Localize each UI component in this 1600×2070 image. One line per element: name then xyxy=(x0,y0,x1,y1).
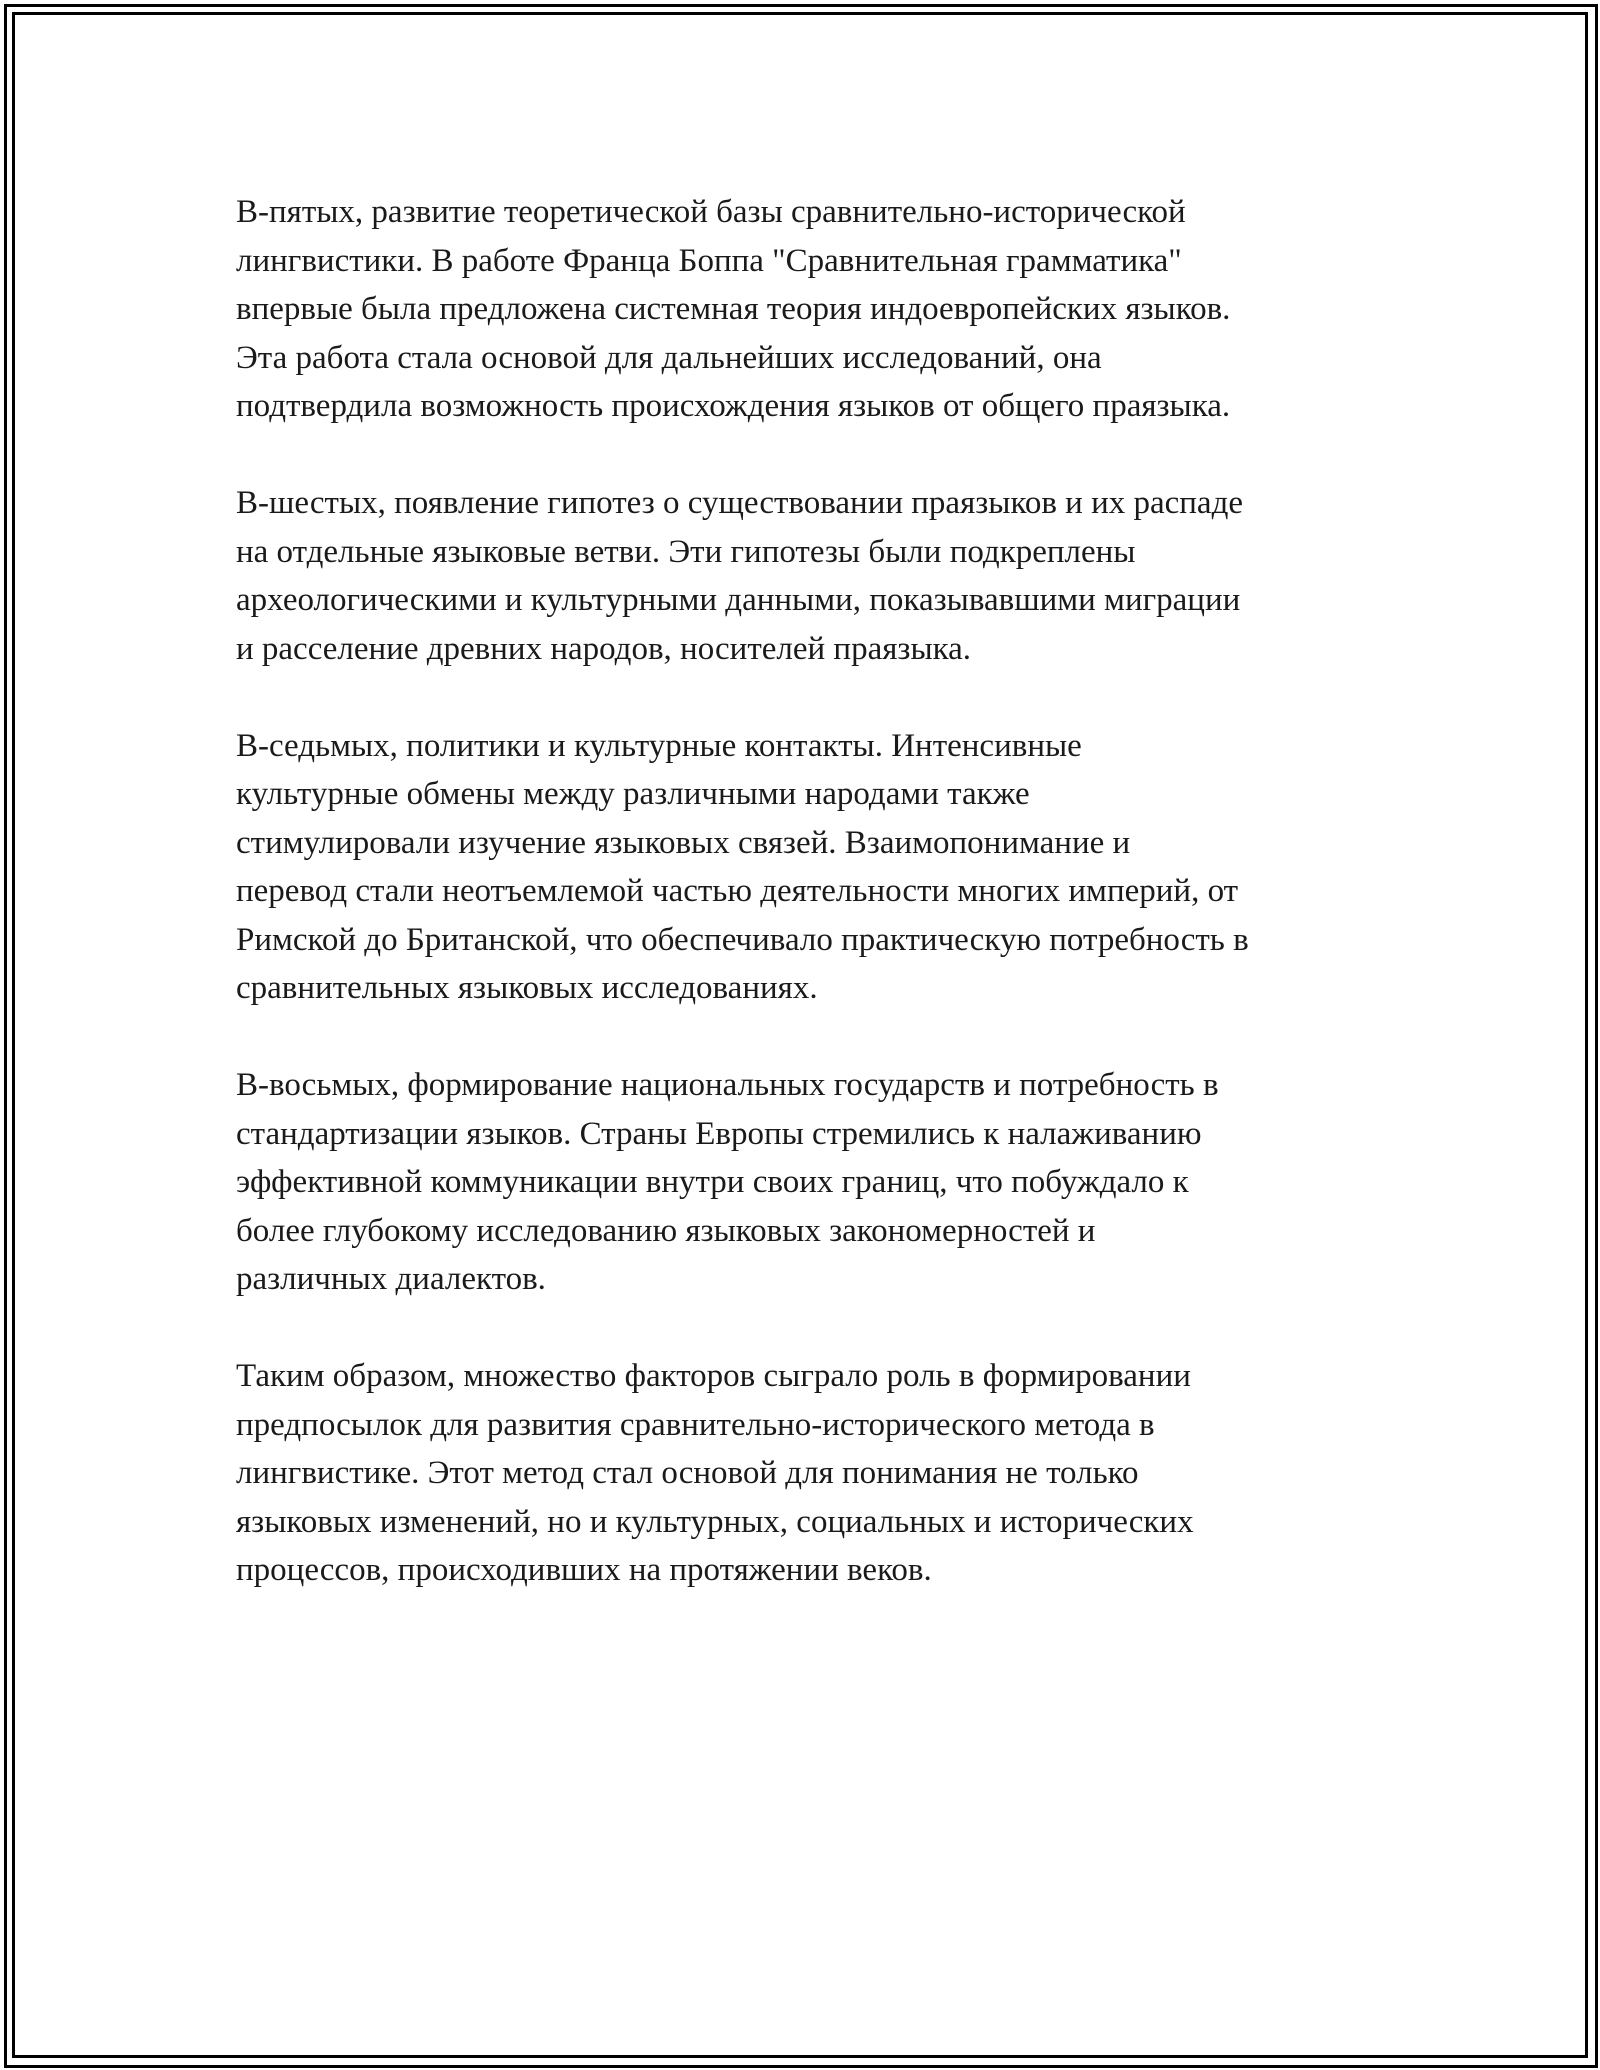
text-line: Таким образом, множество факторов сыграло роль в формировании xyxy=(236,1358,1191,1394)
text-line: археологическими и культурными данными, показывавшими миграции xyxy=(236,582,1241,618)
paragraph-conclusion xyxy=(236,1352,1386,1595)
text-line: процессов, происходивших на протяжении веков. xyxy=(236,1552,932,1588)
text-line: стимулировали изучение языковых связей. Взаимопонимание и xyxy=(236,824,1131,861)
text-line: В-восьмых, формирование национальных государств и потребность в xyxy=(236,1067,1219,1103)
text-line: В-пятых, развитие теоретической базы сравнительно-исторической xyxy=(236,194,1186,230)
text-line: и расселение древних народов, носителей праязыка. xyxy=(236,630,972,667)
text-line: на отдельные языковые ветви. Эти гипотезы были подкреплены xyxy=(236,533,1136,570)
text-line: стандартизации языков. Страны Европы стремились к налаживанию xyxy=(236,1115,1202,1152)
text-line: В-шестых, появление гипотез о существовании праязыков и их распаде xyxy=(236,485,1244,521)
text-line: В-седьмых, политики и культурные контакты. Интенсивные xyxy=(236,727,1082,764)
document-body xyxy=(236,188,1386,1643)
paragraph-sixth xyxy=(236,479,1386,673)
text-line: лингвистике. Этот метод стал основой для понимания не только xyxy=(236,1455,1139,1491)
text-line: предпосылок для развития сравнительно-исторического метода в xyxy=(236,1406,1155,1443)
text-line: культурные обмены между различными народами также xyxy=(236,776,1030,812)
paragraph-fifth xyxy=(236,188,1386,431)
text-line: Римской до Британской, что обеспечивало практическую потребность в xyxy=(236,921,1249,958)
text-line: языковых изменений, но и культурных, социальных и исторических xyxy=(236,1503,1194,1540)
text-line: впервые была предложена системная теория индоевропейских языков. xyxy=(236,291,1231,327)
text-line: различных диалектов. xyxy=(236,1261,546,1297)
text-line: эффективной коммуникации внутри своих границ, что побуждало к xyxy=(236,1164,1189,1200)
paragraph-eighth xyxy=(236,1061,1386,1304)
text-line: сравнительных языковых исследованиях. xyxy=(236,970,818,1006)
text-line: подтвердила возможность происхождения языков от общего праязыка. xyxy=(236,388,1231,424)
text-line: более глубокому исследованию языковых закономерностей и xyxy=(236,1212,1096,1249)
paragraph-seventh xyxy=(236,722,1386,1013)
text-line: Эта работа стала основой для дальнейших исследований, она xyxy=(236,339,1102,376)
text-line: лингвистики. В работе Франца Боппа "Сравнительная грамматика" xyxy=(236,242,1182,279)
text-line: перевод стали неотъемлемой частью деятельности многих империй, от xyxy=(236,873,1239,909)
